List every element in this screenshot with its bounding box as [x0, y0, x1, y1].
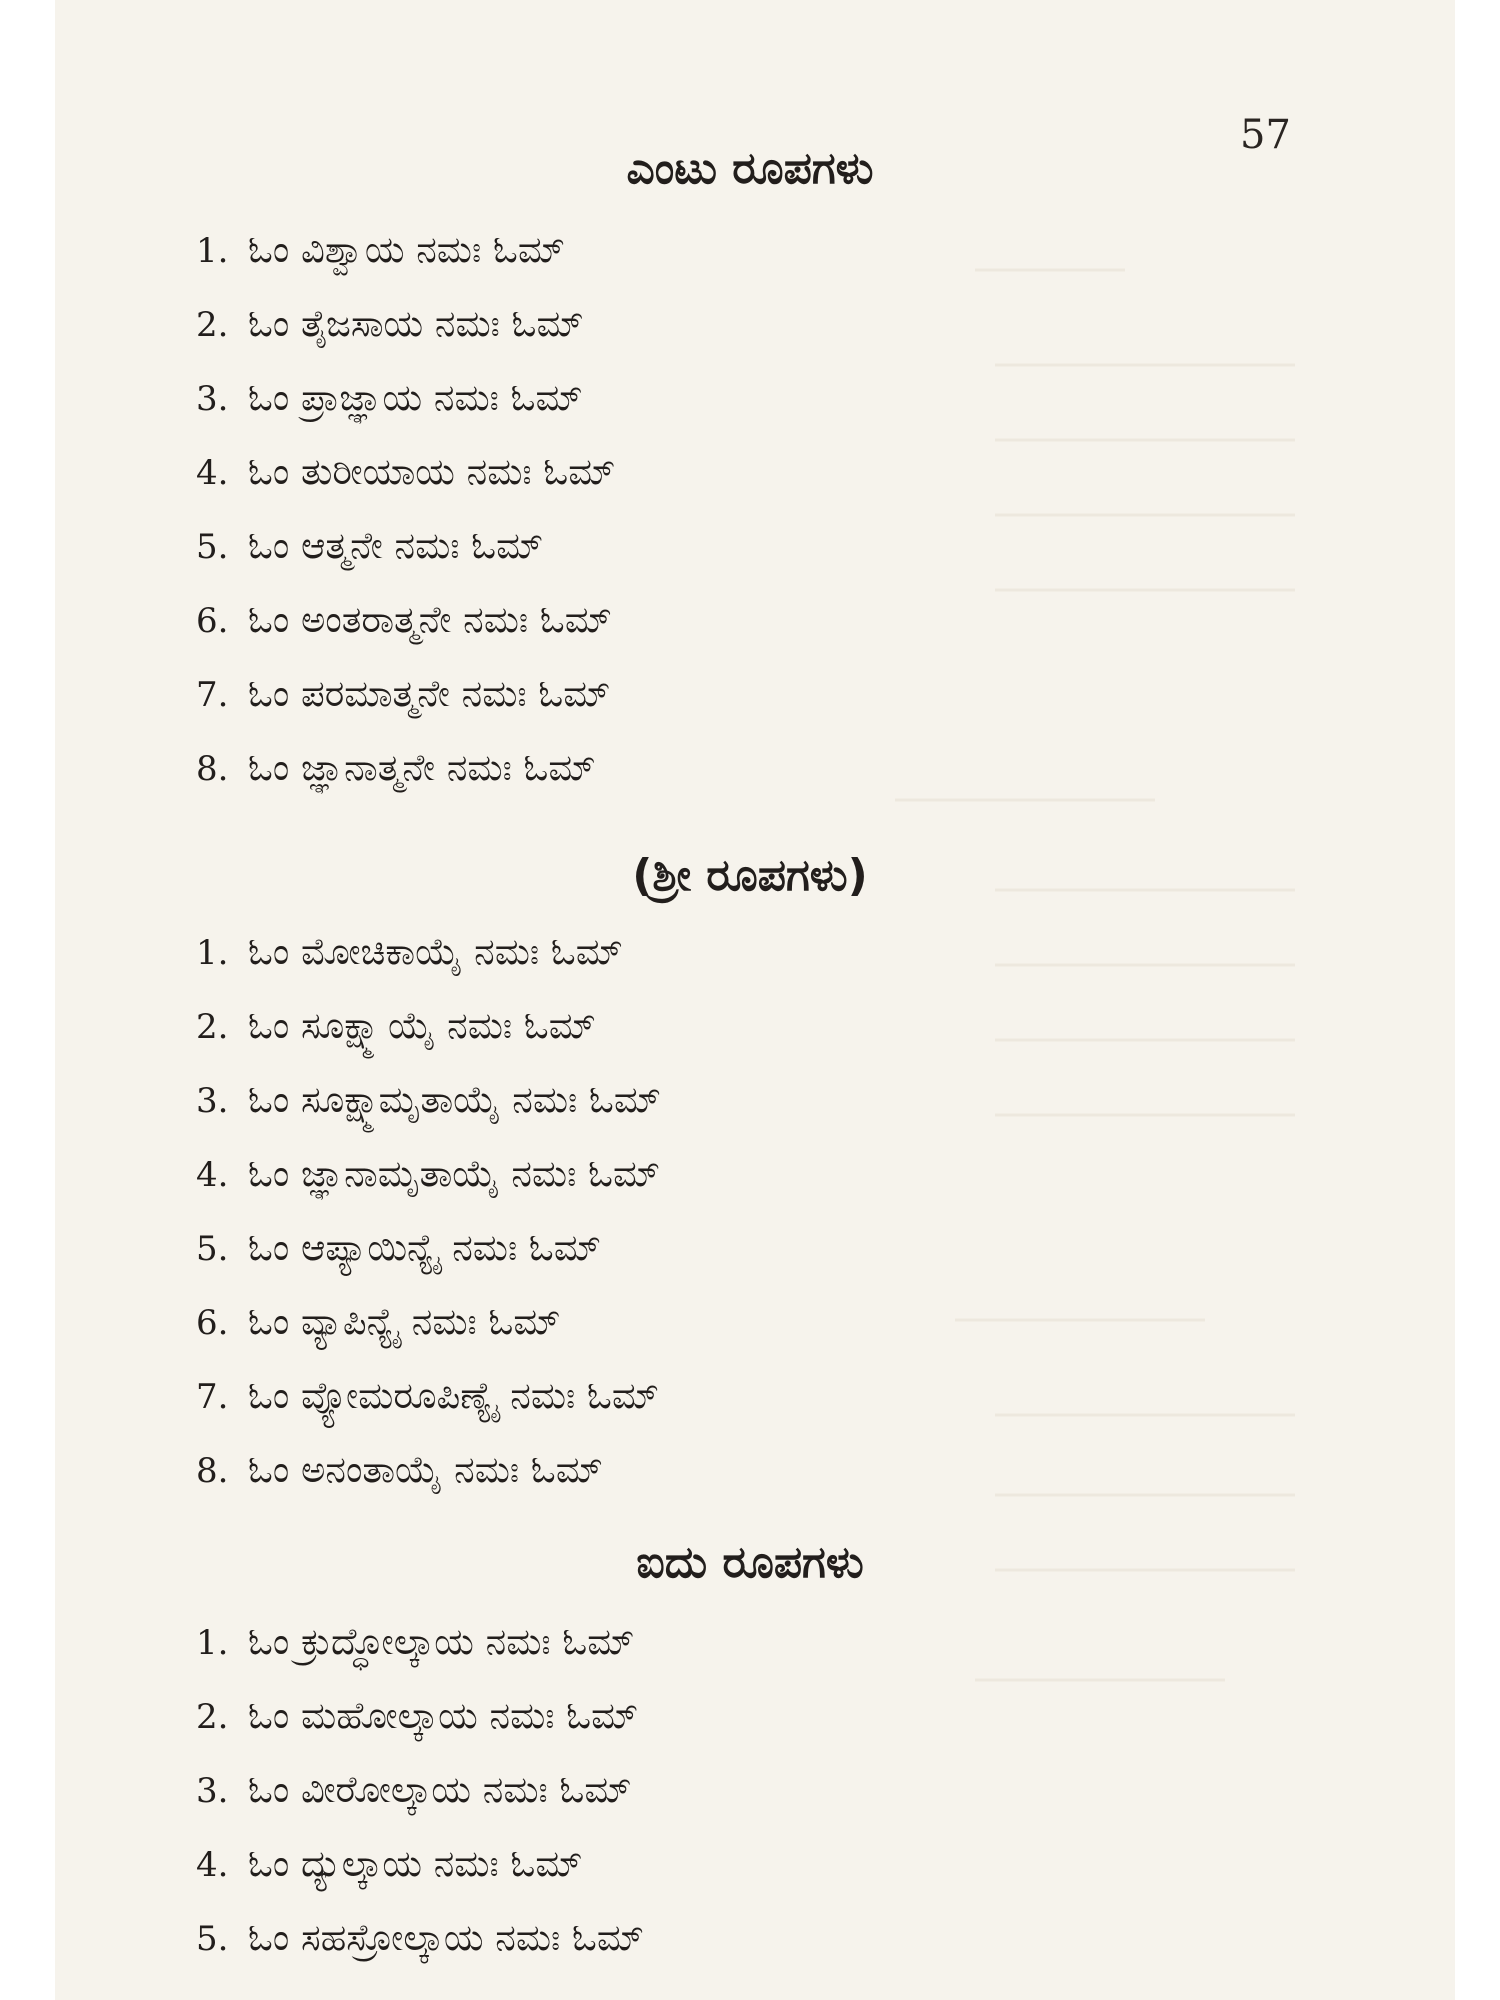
item-number: 8.: [196, 749, 229, 789]
mantra-text: ಓಂ ಸೂಕ್ಷ್ಮಾಯೈ ನಮಃ ಓಮ್: [248, 1004, 596, 1047]
page-number: 57: [1240, 112, 1291, 158]
item-number: 7.: [196, 1377, 229, 1417]
item-number: 4.: [196, 453, 229, 493]
item-number: 2.: [196, 1007, 229, 1047]
mantra-text: ಓಂ ಪ್ರಾಜ್ಞಾಯ ನಮಃ ಓಮ್: [248, 376, 583, 419]
list-item: [196, 509, 615, 583]
list-item: [196, 361, 615, 435]
list-item: [196, 213, 615, 287]
list-item: [196, 1679, 644, 1753]
item-number: 5.: [196, 1229, 229, 1269]
mantra-text: ಓಂ ವ್ಯಾಪಿನ್ಯೈ ನಮಃ ಓಮ್: [248, 1300, 561, 1343]
mantra-text: ಓಂ ತೈಜಸಾಯ ನಮಃ ಓಮ್: [248, 302, 584, 345]
mantra-text: ಓಂ ಸಹಸ್ರೋಲ್ಕಾಯ ನಮಃ ಓಮ್: [248, 1916, 645, 1959]
mantra-text: ಓಂ ಮಹೋಲ್ಕಾಯ ನಮಃ ಓಮ್: [248, 1694, 639, 1737]
list-item: [196, 1753, 644, 1827]
section-heading-five-forms: ಐದು ರೂಪಗಳು: [636, 1537, 864, 1588]
item-number: 1.: [196, 1623, 229, 1663]
mantra-text: ಓಂ ಆತ್ಮನೇ ನಮಃ ಓಮ್: [248, 524, 544, 567]
list-item: [196, 915, 661, 989]
list-item: [196, 1137, 661, 1211]
list-item: [196, 1901, 644, 1975]
list-item: [196, 1063, 661, 1137]
mantra-text: ಓಂ ಮೋಚಿಕಾಯೈ ನಮಃ ಓಮ್: [248, 930, 623, 973]
mantra-text: ಓಂ ಜ್ಞಾನಾತ್ಮನೇ ನಮಃ ಓಮ್: [248, 746, 596, 789]
list-item: [196, 1827, 644, 1901]
list-item: [196, 435, 615, 509]
mantra-text: ಓಂ ತುರೀಯಾಯ ನಮಃ ಓಮ್: [248, 450, 616, 493]
item-number: 1.: [196, 933, 229, 973]
item-number: 1.: [196, 231, 229, 271]
mantra-text: ಓಂ ಆಪ್ಯಾಯಿನ್ಯೈ ನಮಃ ಓಮ್: [248, 1226, 601, 1269]
mantra-text: ಓಂ ವಿಶ್ವಾಯ ನಮಃ ಓಮ್: [248, 228, 566, 271]
item-number: 2.: [196, 305, 229, 345]
item-number: 2.: [196, 1697, 229, 1737]
item-number: 4.: [196, 1155, 229, 1195]
mantra-text: ಓಂ ದ್ಯುಲ್ಕಾಯ ನಮಃ ಓಮ್: [248, 1842, 583, 1885]
item-number: 5.: [196, 1919, 229, 1959]
mantra-list-eight-forms: [196, 213, 615, 805]
mantra-text: ಓಂ ಅನಂತಾಯೈ ನಮಃ ಓಮ್: [248, 1448, 603, 1491]
list-item: [196, 287, 615, 361]
item-number: 7.: [196, 675, 229, 715]
mantra-text: ಓಂ ಜ್ಞಾನಾಮೃತಾಯೈ ನಮಃ ಓಮ್: [248, 1152, 661, 1195]
item-number: 6.: [196, 601, 229, 641]
mantra-text: ಓಂ ವೀರೋಲ್ಕಾಯ ನಮಃ ಓಮ್: [248, 1768, 632, 1811]
list-item: [196, 1433, 661, 1507]
list-item: [196, 583, 615, 657]
item-number: 3.: [196, 379, 229, 419]
mantra-text: ಓಂ ಪರಮಾತ್ಮನೇ ನಮಃ ಓಮ್: [248, 672, 611, 715]
mantra-text: ಓಂ ಅಂತರಾತ್ಮನೇ ನಮಃ ಓಮ್: [248, 598, 612, 641]
item-number: 3.: [196, 1771, 229, 1811]
item-number: 4.: [196, 1845, 229, 1885]
list-item: [196, 1285, 661, 1359]
mantra-list-five-forms: [196, 1605, 644, 1975]
mantra-list-shri-forms: [196, 915, 661, 1507]
section-heading-eight-forms: ಎಂಟು ರೂಪಗಳು: [626, 143, 874, 194]
mantra-text: ಓಂ ವ್ಯೋಮರೂಪಿಣ್ಯೈ ನಮಃ ಓಮ್: [248, 1374, 660, 1417]
item-number: 6.: [196, 1303, 229, 1343]
list-item: [196, 657, 615, 731]
list-item: [196, 1211, 661, 1285]
item-number: 8.: [196, 1451, 229, 1491]
item-number: 3.: [196, 1081, 229, 1121]
section-heading-shri-forms: (ಶ್ರೀ ರೂಪಗಳು): [632, 850, 868, 901]
list-item: [196, 989, 661, 1063]
list-item: [196, 731, 615, 805]
mantra-text: ಓಂ ಸೂಕ್ಷ್ಮಾಮೃತಾಯೈ ನಮಃ ಓಮ್: [248, 1078, 662, 1121]
list-item: [196, 1359, 661, 1433]
mantra-text: ಓಂ ಕ್ರುದ್ಧೋಲ್ಕಾಯ ನಮಃ ಓಮ್: [248, 1620, 635, 1663]
item-number: 5.: [196, 527, 229, 567]
list-item: [196, 1605, 644, 1679]
